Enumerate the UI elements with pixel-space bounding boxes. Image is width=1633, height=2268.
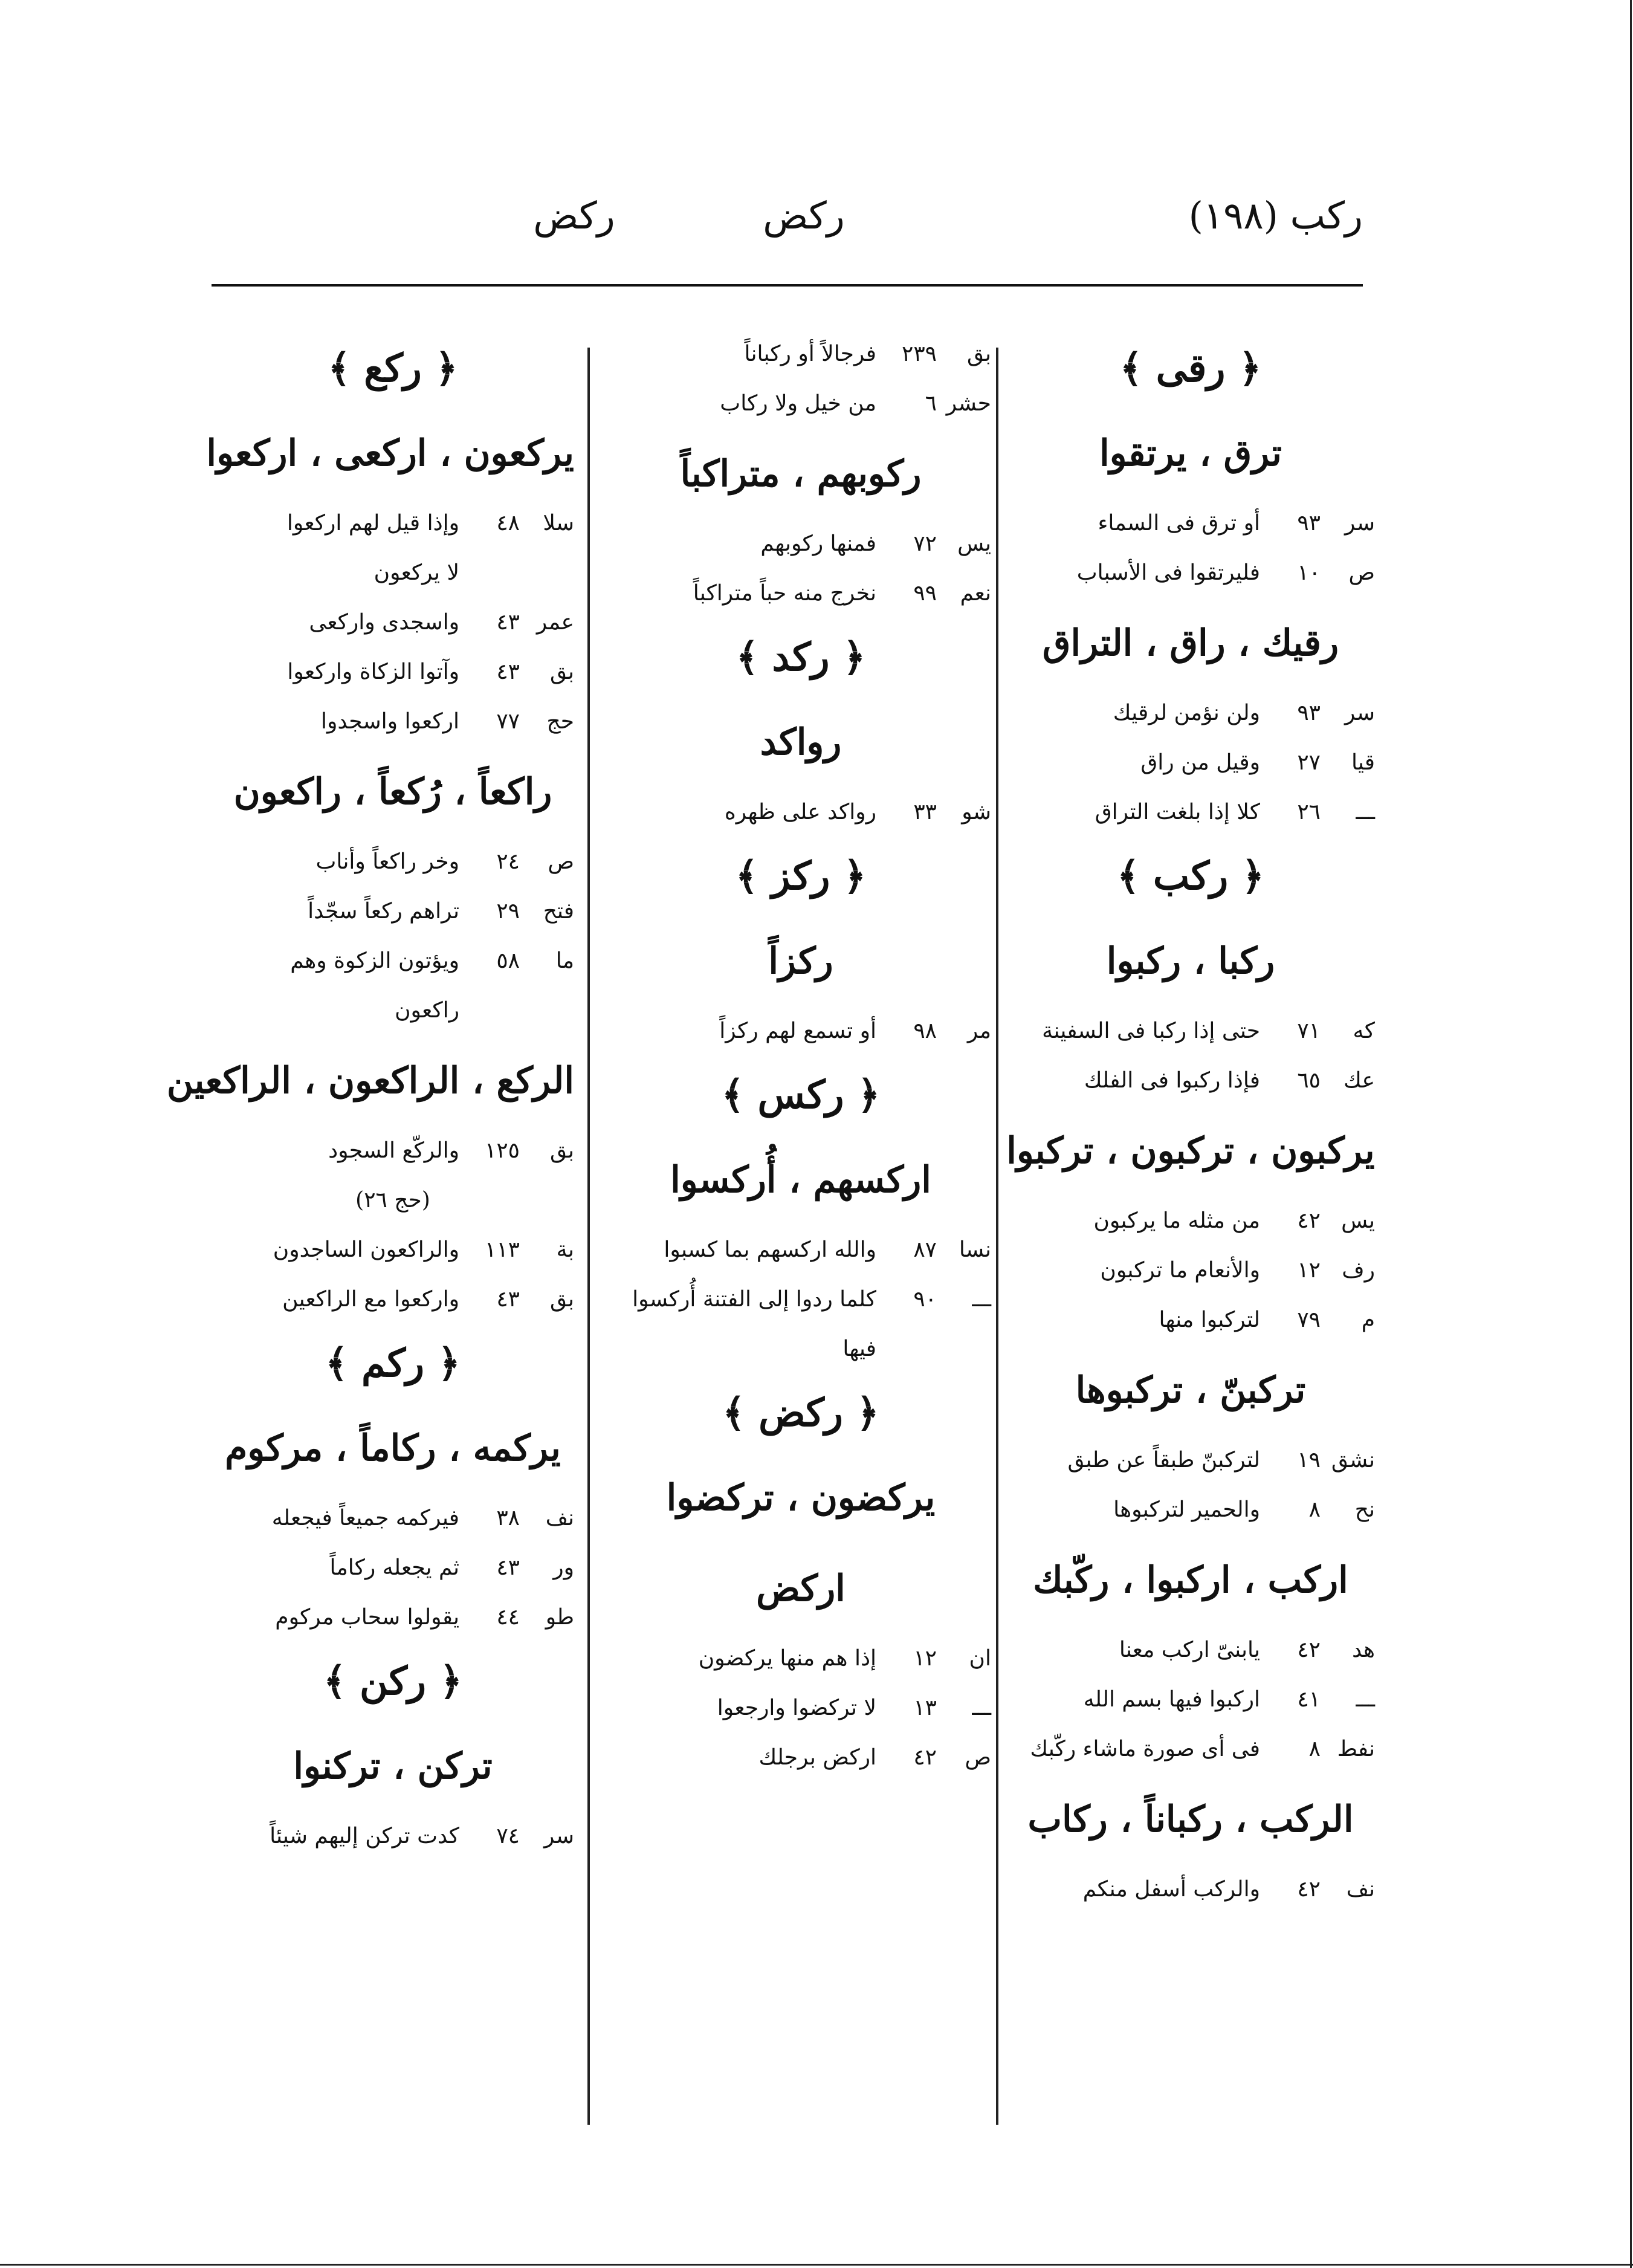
verse-reference	[212, 647, 574, 697]
verse-number: ٩٠	[913, 1287, 937, 1312]
derivative-heading: ركبا ، ركبوا	[1106, 940, 1275, 982]
verse-reference	[1006, 1295, 1375, 1345]
verse-number: ٤٨	[496, 511, 520, 536]
verse-text: رواكد على ظهره	[724, 800, 876, 825]
derivative-heading: الركع ، الراكعون ، الراكعين	[166, 1060, 574, 1102]
column-middle	[610, 329, 991, 2143]
verse-reference	[212, 1812, 574, 1861]
surah-abbreviation: مر	[967, 1019, 991, 1043]
surah-abbreviation: م	[1361, 1307, 1375, 1332]
verse-number: ٥٨	[496, 948, 520, 973]
verse-reference	[1006, 1246, 1375, 1295]
verse-reference	[212, 887, 574, 936]
surah-abbreviation: نعم	[960, 581, 991, 606]
verse-reference	[1006, 1485, 1375, 1535]
derivative-heading: ركزاً	[768, 940, 833, 982]
verse-number: ٤٣	[496, 1287, 520, 1312]
verse-text: وإذا قيل لهم اركعوا	[286, 511, 459, 536]
verse-number: ٤٤	[496, 1605, 520, 1630]
surah-abbreviation: ـــ	[972, 1696, 991, 1720]
verse-number: ٤٢	[1297, 1638, 1321, 1662]
derivative-heading: تركن ، تركنوا	[293, 1745, 493, 1787]
surah-abbreviation: ـــ	[1356, 1687, 1375, 1712]
verse-reference	[212, 1593, 574, 1642]
verse-text: اركبوا فيها بسم الله	[1083, 1687, 1260, 1712]
verse-number: ٧٢	[913, 531, 937, 556]
root-heading: ﴿ ركض ﴾	[722, 1390, 879, 1436]
surah-abbreviation: حشر	[946, 391, 991, 416]
root-heading: ﴿ ركم ﴾	[325, 1341, 461, 1386]
verse-text: نخرج منه حباً متراكباً	[693, 581, 876, 606]
verse-reference	[1006, 1675, 1375, 1725]
surah-abbreviation: بق	[966, 342, 991, 366]
page-border-right	[1630, 0, 1632, 2268]
verse-reference	[610, 379, 991, 429]
verse-text: والله اركسهم بما كسبوا	[664, 1237, 876, 1262]
surah-abbreviation: شو	[962, 800, 991, 825]
derivative-heading: يركضون ، تركضوا	[666, 1477, 936, 1519]
verse-text: يقولوا سحاب مركوم	[275, 1605, 459, 1630]
verse-text: كلما ردوا إلى الفتنة أُركسوا	[632, 1287, 876, 1312]
verse-number: ٧٩	[1297, 1307, 1321, 1332]
surah-abbreviation: ور	[553, 1555, 574, 1580]
verse-text: وخر راكعاً وأناب	[315, 849, 459, 874]
verse-number: ٨٧	[913, 1237, 937, 1262]
verse-reference	[212, 697, 574, 747]
verse-reference	[610, 329, 991, 379]
root-heading: ﴿ ركز ﴾	[735, 854, 867, 899]
surah-abbreviation: ص	[1348, 560, 1375, 585]
surah-abbreviation: ـــ	[972, 1287, 991, 1312]
surah-abbreviation: عمر	[536, 610, 574, 635]
verse-text: كدت تركن إليهم شيئاً	[270, 1824, 459, 1848]
surah-abbreviation: بق	[549, 659, 574, 684]
verse-text: لتركبوا منها	[1159, 1307, 1260, 1332]
header-root-left: ركض	[533, 193, 615, 238]
verse-number: ٣٣	[913, 800, 937, 825]
verse-reference	[1006, 738, 1375, 788]
verse-text: واركعوا مع الراكعين	[282, 1287, 459, 1312]
verse-text: من مثله ما يركبون	[1093, 1208, 1260, 1233]
derivative-heading: رقيك ، راق ، التراق	[1042, 622, 1339, 664]
root-heading: ﴿ ركب ﴾	[1117, 854, 1264, 899]
verse-reference	[1006, 688, 1375, 738]
verse-number: ٧٤	[496, 1824, 520, 1848]
derivative-heading: يركعون ، اركعى ، اركعوا	[206, 432, 574, 475]
verse-number: ٢٦	[1297, 800, 1321, 825]
verse-number: ١٩	[1297, 1448, 1321, 1473]
verse-number: ٨	[1308, 1737, 1321, 1761]
verse-reference	[610, 569, 991, 618]
derivative-heading: اركض	[756, 1567, 846, 1610]
header-root-right: ركب	[1290, 193, 1363, 238]
verse-reference	[610, 1225, 991, 1275]
verse-text: فليرتقوا فى الأسباب	[1076, 560, 1260, 585]
verse-text: من خيل ولا ركاب	[720, 391, 876, 416]
verse-reference	[212, 1225, 574, 1275]
page-header	[205, 193, 1363, 260]
surah-abbreviation: عك	[1344, 1068, 1375, 1093]
verse-number: ٤٣	[496, 610, 520, 635]
verse-reference	[1006, 499, 1375, 548]
surah-abbreviation: يس	[1341, 1208, 1375, 1233]
verse-number: ٩٣	[1297, 701, 1321, 725]
verse-text: فى أى صورة ماشاء ركّبك	[1030, 1737, 1260, 1761]
surah-abbreviation: نسا	[959, 1237, 991, 1262]
verse-reference	[212, 1494, 574, 1543]
verse-text: والأنعام ما تركبون	[1100, 1258, 1260, 1283]
verse-reference	[212, 1275, 574, 1324]
verse-reference	[1006, 1196, 1375, 1246]
verse-reference	[1006, 1725, 1375, 1774]
derivative-heading: يركبون ، تركبون ، تركبوا	[1006, 1130, 1375, 1172]
page-border-bottom	[0, 2264, 1633, 2266]
verse-reference	[610, 1275, 991, 1324]
column-divider-left	[587, 348, 590, 2125]
derivative-heading: ركوبهم ، متراكباً	[680, 453, 922, 495]
verse-number: ١٢	[913, 1646, 937, 1671]
verse-reference	[1006, 1056, 1375, 1106]
verse-number: ١٢	[1297, 1258, 1321, 1283]
verse-text: كلا إذا بلغت التراق	[1095, 800, 1260, 825]
verse-reference	[610, 1006, 991, 1056]
surah-abbreviation: قيا	[1351, 750, 1375, 775]
verse-text: يابنىّ اركب معنا	[1119, 1638, 1260, 1662]
column-left	[166, 329, 574, 2143]
verse-continuation: فيها	[842, 1336, 876, 1361]
verse-continuation: لا يركعون	[373, 560, 459, 585]
derivative-heading: يركمه ، ركاماً ، مركوم	[225, 1427, 561, 1469]
column-right	[1006, 329, 1375, 2143]
verse-text: فمنها ركوبهم	[760, 531, 876, 556]
verse-reference	[212, 936, 574, 986]
header-root-center: ركض	[763, 193, 845, 238]
surah-abbreviation: نف	[1346, 1877, 1375, 1902]
verse-number: ١٠	[1297, 560, 1321, 585]
verse-number: ٤٢	[1297, 1208, 1321, 1233]
verse-text: أو تسمع لهم ركزاً	[719, 1019, 876, 1043]
verse-text: اركعوا واسجدوا	[320, 709, 459, 734]
verse-number: ٤٢	[913, 1745, 937, 1770]
header-rule	[212, 284, 1363, 287]
verse-reference	[610, 519, 991, 569]
verse-reference	[212, 1126, 574, 1176]
verse-reference	[212, 1543, 574, 1593]
verse-text: أو ترق فى السماء	[1098, 511, 1260, 536]
verse-text: حتى إذا ركبا فى السفينة	[1042, 1019, 1260, 1043]
verse-number: ٨	[1308, 1497, 1321, 1522]
surah-abbreviation: نشق	[1331, 1448, 1375, 1473]
verse-number: ٤٢	[1297, 1877, 1321, 1902]
verse-text: لا تركضوا وارجعوا	[717, 1696, 876, 1720]
verse-text: والركب أسفل منكم	[1082, 1877, 1260, 1902]
verse-text: واسجدى واركعى	[309, 610, 459, 635]
verse-number: ٢٤	[496, 849, 520, 874]
verse-reference	[1006, 1436, 1375, 1485]
page-number: (١٩٨)	[1188, 193, 1278, 238]
derivative-heading: تركبنّ ، تركبوها	[1075, 1369, 1306, 1411]
verse-number: ٤٣	[496, 659, 520, 684]
surah-abbreviation: سلا	[543, 511, 574, 536]
derivative-heading: ترق ، يرتقوا	[1099, 432, 1282, 475]
surah-abbreviation: سر	[543, 1824, 574, 1848]
verse-text: إذا هم منها يركضون	[698, 1646, 876, 1671]
verse-number: ٧١	[1297, 1019, 1321, 1043]
surah-abbreviation: طو	[545, 1605, 574, 1630]
surah-abbreviation: فتح	[543, 899, 574, 924]
surah-abbreviation: ان	[969, 1646, 991, 1671]
verse-reference	[1006, 1865, 1375, 1914]
surah-abbreviation: نفط	[1337, 1737, 1375, 1761]
verse-text: تراهم ركعاً سجّداً	[308, 899, 459, 924]
verse-text: فيركمه جميعاً فيجعله	[271, 1506, 459, 1531]
derivative-heading: اركب ، اركبوا ، ركّبك	[1033, 1559, 1348, 1601]
surah-abbreviation: ما	[555, 948, 574, 973]
verse-number: ٤٣	[496, 1555, 520, 1580]
verse-text: فرجالاً أو ركباناً	[744, 342, 876, 366]
root-heading: ﴿ رقى ﴾	[1119, 346, 1262, 391]
root-heading: ﴿ ركس ﴾	[721, 1072, 881, 1118]
surah-abbreviation: بق	[549, 1287, 574, 1312]
surah-abbreviation: حج	[546, 709, 574, 734]
verse-number: ٩٩	[913, 581, 937, 606]
verse-reference	[610, 1733, 991, 1783]
verse-reference	[1006, 1006, 1375, 1056]
verse-text: والركّع السجود	[328, 1138, 459, 1163]
derivative-heading: الركب ، ركباناً ، ركاب	[1027, 1798, 1354, 1841]
surah-abbreviation: رف	[1342, 1258, 1375, 1283]
root-heading: ﴿ ركع ﴾	[328, 346, 458, 391]
verse-number: ١٣	[913, 1696, 937, 1720]
derivative-heading: رواكد	[760, 721, 842, 763]
verse-reference	[610, 788, 991, 837]
verse-number: ٢٩	[496, 899, 520, 924]
verse-reference	[212, 837, 574, 887]
verse-number: ٢٣٩	[901, 342, 937, 366]
verse-number: ٢٧	[1297, 750, 1321, 775]
surah-abbreviation: يس	[957, 531, 991, 556]
header-right	[1153, 193, 1363, 238]
verse-text: وقيل من راق	[1140, 750, 1260, 775]
verse-text: ثم يجعله ركاماً	[329, 1555, 459, 1580]
surah-abbreviation: سر	[1344, 701, 1375, 725]
surah-abbreviation: بق	[549, 1138, 574, 1163]
verse-text: وآتوا الزكاة واركعوا	[287, 659, 459, 684]
verse-text: فإذا ركبوا فى الفلك	[1084, 1068, 1260, 1093]
derivative-heading: اركسهم ، أُركسوا	[670, 1159, 931, 1201]
surah-abbreviation: نف	[545, 1506, 574, 1531]
surah-abbreviation: ص	[548, 849, 574, 874]
surah-abbreviation: كه	[1353, 1019, 1375, 1043]
root-heading: ﴿ ركن ﴾	[323, 1659, 462, 1704]
verse-number: ٦	[925, 391, 937, 416]
verse-number: ٩٨	[913, 1019, 937, 1043]
verse-text: والراكعون الساجدون	[273, 1237, 459, 1262]
verse-number: ١٢٥	[484, 1138, 520, 1163]
verse-reference	[1006, 1625, 1375, 1675]
verse-number: ٣٨	[496, 1506, 520, 1531]
verse-text: والحمير لتركبوها	[1113, 1497, 1260, 1522]
verse-number: ٧٧	[496, 709, 520, 734]
verse-text: ولن نؤمن لرقيك	[1113, 701, 1260, 725]
verse-number: ٦٥	[1297, 1068, 1321, 1093]
verse-continuation: راكعون	[395, 998, 459, 1023]
verse-reference	[212, 499, 574, 548]
surah-abbreviation: بة	[556, 1237, 574, 1262]
verse-reference	[1006, 548, 1375, 598]
verse-text: ويؤتون الزكوة وهم	[290, 948, 459, 973]
cross-reference-note: (حج ٢٦)	[355, 1188, 430, 1213]
verse-text: لتركبنّ طبقاً عن طبق	[1067, 1448, 1260, 1473]
surah-abbreviation: هد	[1352, 1638, 1375, 1662]
column-divider-right	[996, 348, 998, 2125]
verse-number: ٤١	[1297, 1687, 1321, 1712]
surah-abbreviation: نح	[1354, 1497, 1375, 1522]
verse-reference	[1006, 788, 1375, 837]
verse-reference	[212, 598, 574, 647]
verse-number: ٩٣	[1297, 511, 1321, 536]
verse-number: ١١٣	[484, 1237, 520, 1262]
surah-abbreviation: سر	[1344, 511, 1375, 536]
derivative-heading: راكعاً ، رُكعاً ، راكعون	[233, 771, 552, 813]
root-heading: ﴿ ركد ﴾	[736, 635, 866, 680]
surah-abbreviation: ـــ	[1356, 800, 1375, 825]
verse-reference	[610, 1683, 991, 1733]
verse-text: اركض برجلك	[758, 1745, 876, 1770]
verse-reference	[610, 1634, 991, 1683]
surah-abbreviation: ص	[965, 1745, 991, 1770]
